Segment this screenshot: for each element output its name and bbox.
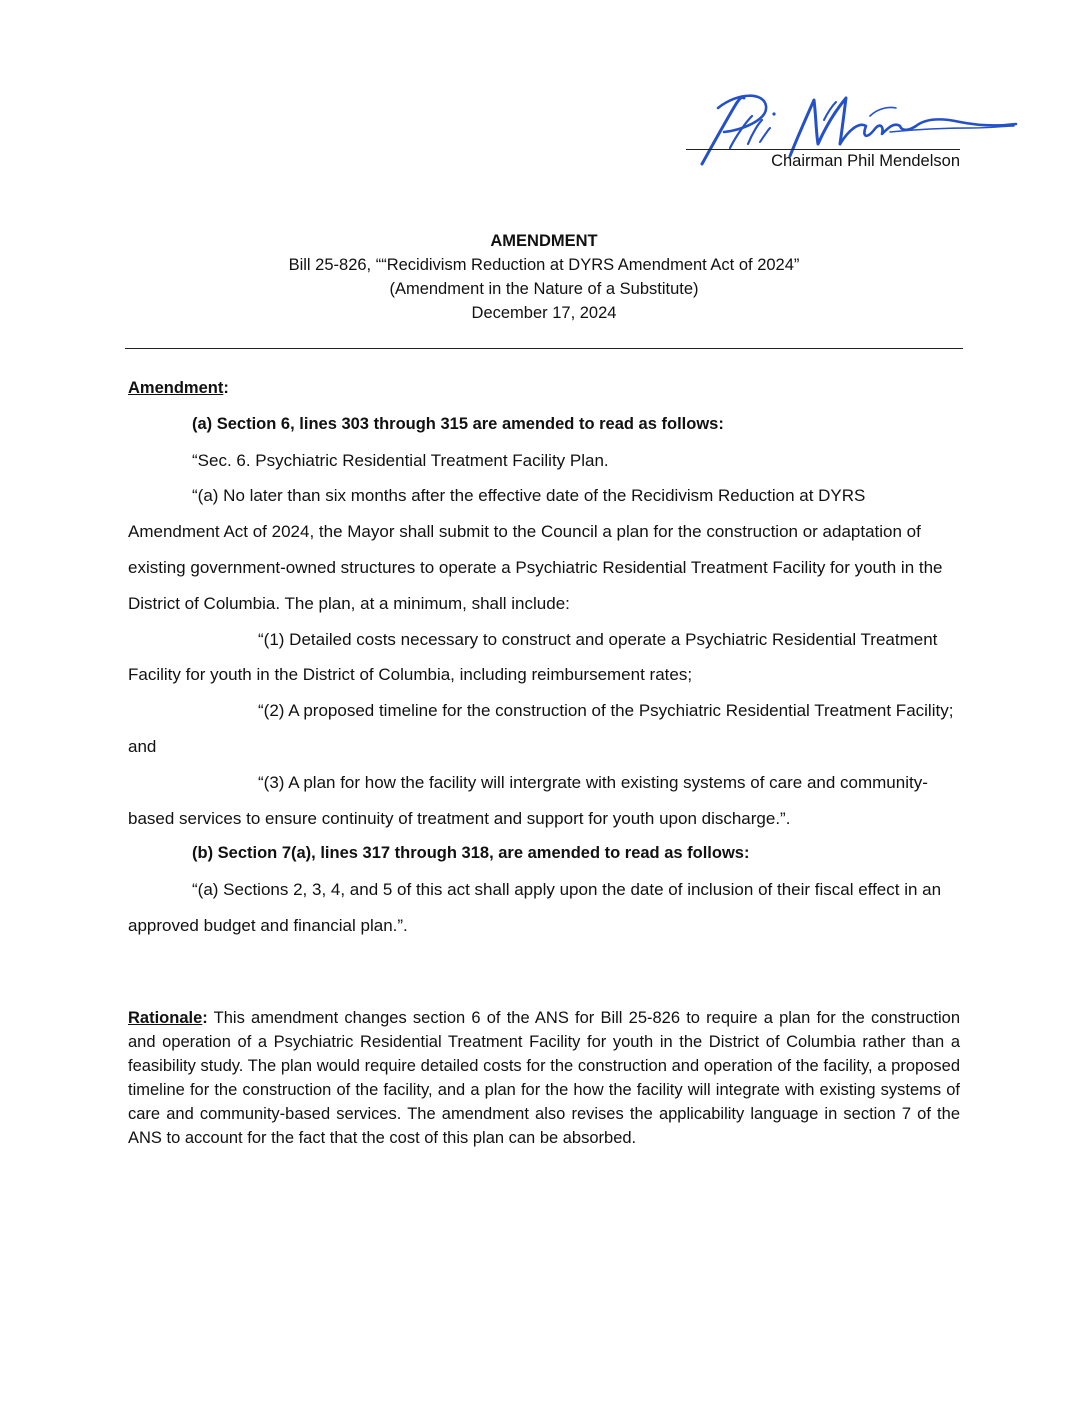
list-item-3: “(3) A plan for how the facility will intergrate with existing systems of care and community-based services to ensure continuity of treatment and support for youth upon discharge.”. (128, 772, 928, 828)
list-item-2: “(2) A proposed timeline for the construction of the Psychiatric Residential Treatment Facility; and (128, 701, 954, 756)
rationale-text: This amendment changes section 6 of the ANS for Bill 25-826 to require a plan for the construction and operation of a Psychiatric Residential Treatment Facility for youth in the District of Columbia rather than a feasibility study. The plan would require detailed costs for the construction and operation of the facility, a proposed timeline for the construction of the facility, and a plan for the how the facility will integrate with existing systems of care and community-based services. The amendment also revises the applicability language in section 7 of the ANS to account for the fact that the cost of this plan can be absorbed. (128, 1009, 960, 1147)
amendment-label: Amendment: (128, 379, 229, 397)
rationale-paragraph (128, 1006, 960, 1150)
amendment-body (128, 371, 960, 944)
header-divider (125, 348, 963, 349)
section-6-title: “Sec. 6. Psychiatric Residential Treatment Facility Plan. (192, 450, 609, 470)
document-date: December 17, 2024 (471, 304, 617, 322)
bill-line: Bill 25-826, ““Recidivism Reduction at DYRS Amendment Act of 2024” (288, 256, 800, 274)
list-item-1: “(1) Detailed costs necessary to construct and operate a Psychiatric Residential Treatment Facility for youth in the District of Columbia, including reimbursement rates; (128, 629, 938, 685)
rationale-label: Rationale: (128, 1009, 208, 1027)
document-title: AMENDMENT (490, 232, 598, 250)
section-a-heading: (a) Section 6, lines 303 through 315 are amended to read as follows: (192, 414, 724, 433)
signer-name: Chairman Phil Mendelson (771, 152, 960, 170)
paragraph-a: “(a) No later than six months after the effective date of the Recidivism Reduction at DYRS Amendment Act of 2024, the Mayor shall submit to the Council a plan for the construction or adaptation of existing government-owned structures to operate a Psychiatric Residential Treatment Facility for youth in the District of Columbia. The plan, at a minimum, shall include: (128, 486, 943, 613)
document-header (128, 229, 960, 325)
document-subtitle: (Amendment in the Nature of a Substitute) (389, 280, 699, 298)
paragraph-7a: “(a) Sections 2, 3, 4, and 5 of this act shall apply upon the date of inclusion of their fiscal effect in an approved budget and financial plan.”. (128, 880, 942, 935)
signature-line (686, 149, 960, 150)
section-b-heading: (b) Section 7(a), lines 317 through 318, are amended to read as follows: (192, 844, 750, 863)
